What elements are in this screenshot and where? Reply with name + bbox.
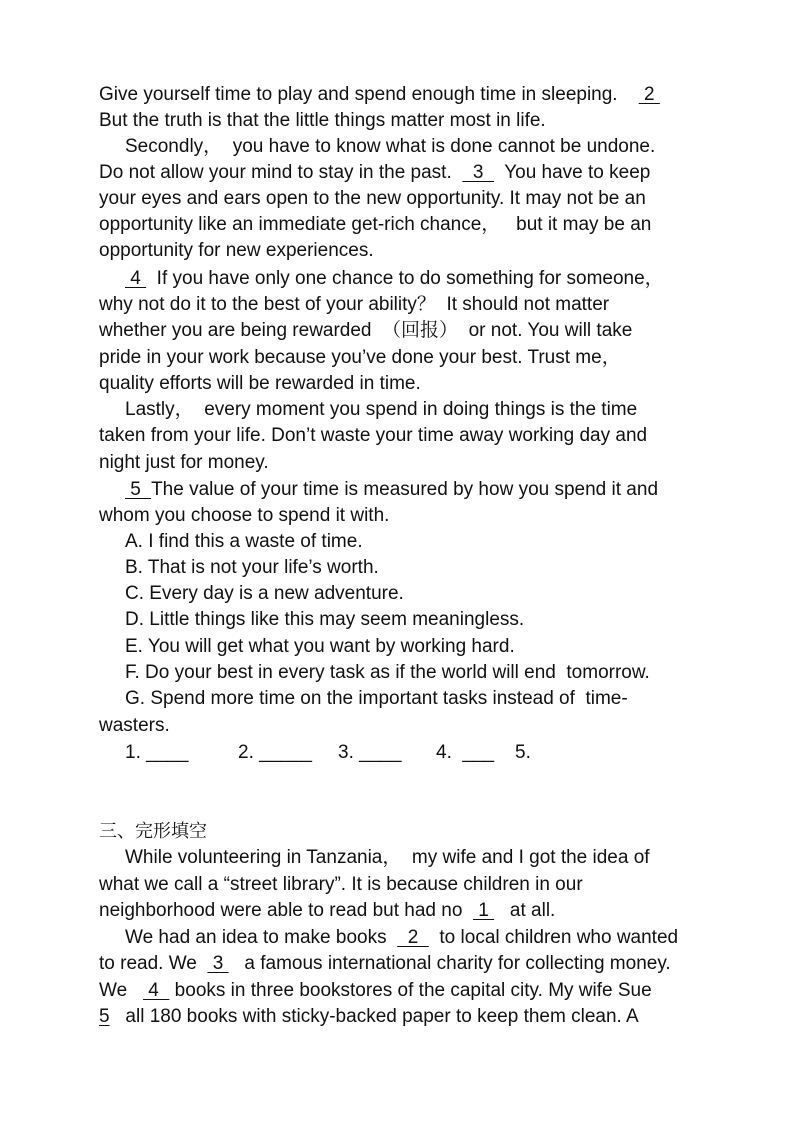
passage-line: neighborhood were able to read but had no 1 at all. bbox=[99, 900, 556, 921]
answer-blank: 3 bbox=[462, 162, 494, 183]
answer-5: 5. bbox=[515, 742, 531, 763]
passage-line: 5 all 180 books with sticky-backed paper to keep them clean. A bbox=[99, 1006, 639, 1027]
option-g-continued: wasters. bbox=[99, 715, 170, 736]
passage-line: to read. We 3 a famous international charity for collecting money. bbox=[99, 953, 671, 974]
answer-blank: 4 bbox=[125, 268, 147, 289]
answer-3: 3. ____ bbox=[338, 742, 402, 763]
answer-blank: 4 bbox=[143, 980, 170, 1001]
option-d: D. Little things like this may seem meaningless. bbox=[125, 609, 525, 630]
answer-blank: 2 bbox=[638, 84, 660, 105]
passage-line: We had an idea to make books 2 to local children who wanted bbox=[125, 927, 679, 948]
passage-line: Secondly， you have to know what is done cannot be undone. bbox=[125, 136, 656, 157]
passage-line: quality efforts will be rewarded in time. bbox=[99, 373, 421, 394]
passage-line: opportunity like an immediate get-rich chance， but it may be an bbox=[99, 214, 652, 235]
answer-blank: 3 bbox=[207, 953, 229, 974]
passage-line: 5 The value of your time is measured by how you spend it and bbox=[125, 479, 659, 500]
section-heading: 三、完形填空 bbox=[99, 821, 207, 842]
answer-blank: 1 bbox=[472, 900, 495, 921]
passage-line: what we call a “street library”. It is because children in our bbox=[99, 874, 583, 895]
option-e: E. You will get what you want by working hard. bbox=[125, 636, 515, 657]
passage-line: While volunteering in Tanzania， my wife and I got the idea of bbox=[125, 847, 650, 868]
passage-line: Give yourself time to play and spend enough time in sleeping. 2 bbox=[99, 84, 660, 105]
passage-line: taken from your life. Don’t waste your time away working day and bbox=[99, 425, 648, 446]
passage-line: Lastly， every moment you spend in doing things is the time bbox=[125, 399, 638, 420]
answer-4: 4. ___ bbox=[436, 742, 495, 763]
passage-line: But the truth is that the little things matter most in life. bbox=[99, 110, 546, 131]
option-g: G. Spend more time on the important tasks instead of time- bbox=[125, 688, 628, 709]
option-a: A. I find this a waste of time. bbox=[125, 531, 363, 552]
passage-line: why not do it to the best of your ability？ It should not matter bbox=[99, 294, 610, 315]
passage-line: opportunity for new experiences. bbox=[99, 240, 374, 261]
passage-line: your eyes and ears open to the new opportunity. It may not be an bbox=[99, 188, 646, 209]
option-f: F. Do your best in every task as if the world will end tomorrow. bbox=[125, 662, 650, 683]
option-c: C. Every day is a new adventure. bbox=[125, 583, 404, 604]
answer-1: 1. ____ bbox=[125, 742, 189, 763]
passage-line: whether you are being rewarded （回报） or not. You will take bbox=[99, 320, 633, 341]
answer-blank: 5 bbox=[125, 479, 152, 500]
passage-line: night just for money. bbox=[99, 452, 269, 473]
answer-blank: 5 bbox=[99, 1006, 110, 1027]
passage-line: We 4 books in three bookstores of the capital city. My wife Sue bbox=[99, 980, 652, 1001]
answer-2: 2. _____ bbox=[238, 742, 312, 763]
passage-line: 4 If you have only one chance to do something for someone， bbox=[125, 268, 664, 289]
option-b: B. That is not your life’s worth. bbox=[125, 557, 379, 578]
answer-blank: 2 bbox=[397, 927, 429, 948]
passage-line: Do not allow your mind to stay in the past. 3 You have to keep bbox=[99, 162, 651, 183]
passage-line: whom you choose to spend it with. bbox=[99, 505, 390, 526]
passage-line: pride in your work because you’ve done your best. Trust me， bbox=[99, 347, 621, 368]
